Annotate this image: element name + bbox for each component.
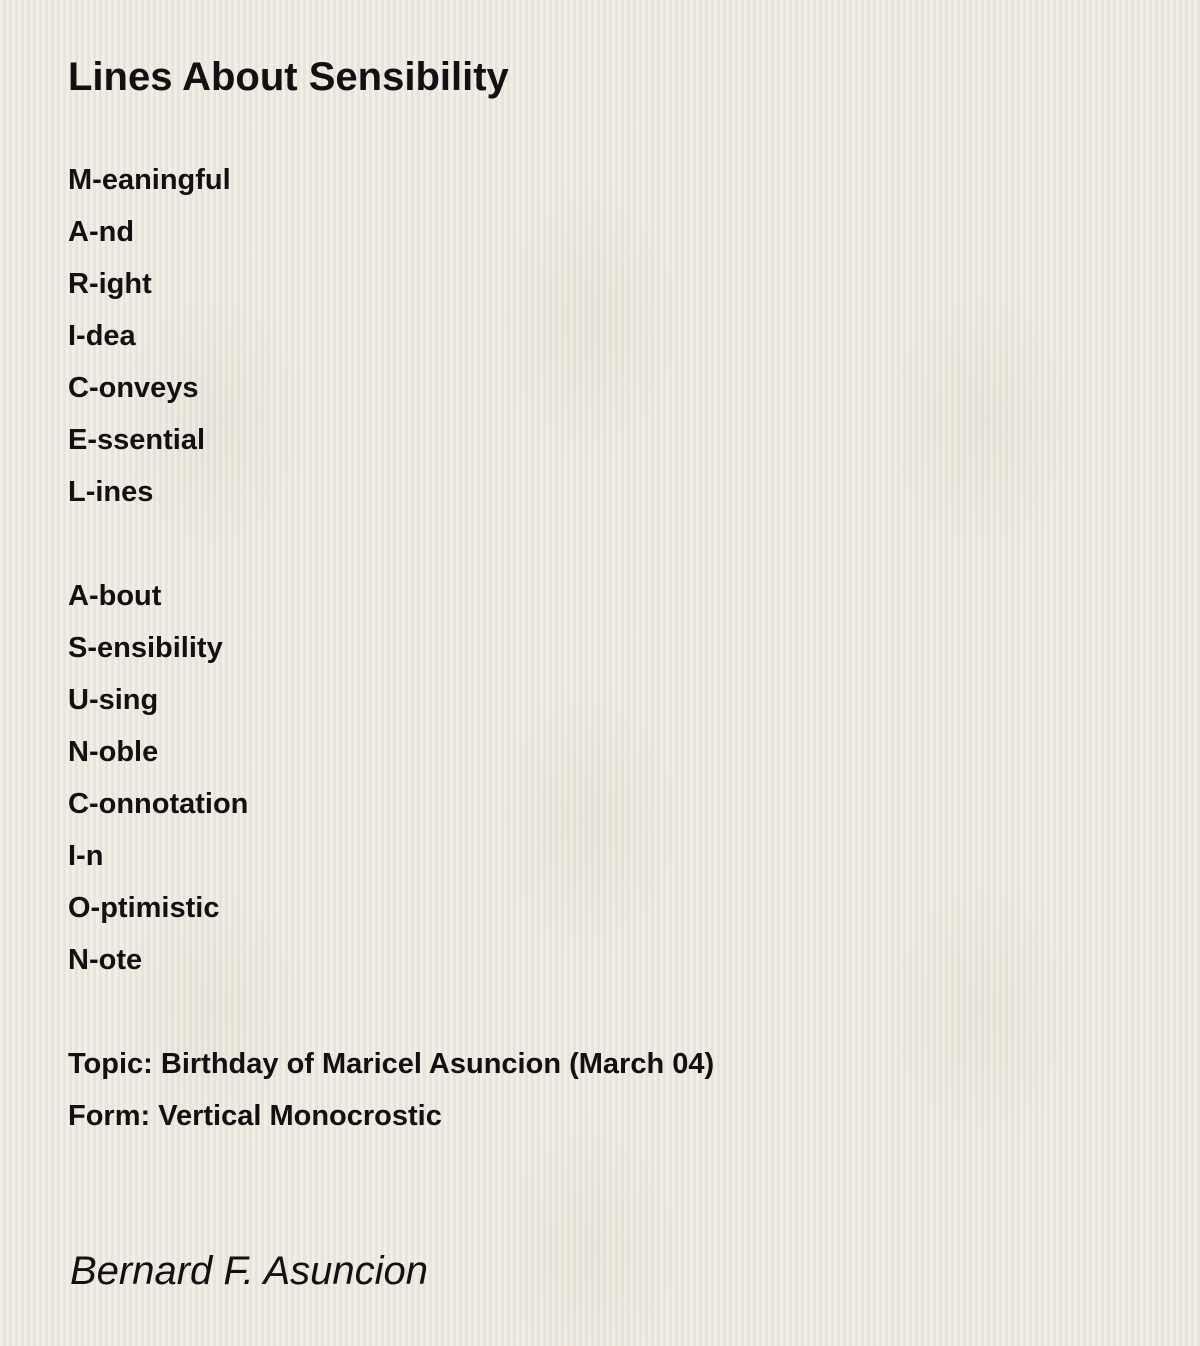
poem-body (68, 154, 1128, 1142)
poem-line: I-n (68, 840, 104, 872)
poem-line: L-ines (68, 476, 154, 508)
poem-line: C-onnotation (68, 788, 249, 820)
author-name: Bernard F. Asuncion (70, 1249, 428, 1293)
topic-line: Topic: Birthday of Maricel Asuncion (March 04) (68, 1048, 715, 1080)
poem-line: C-onveys (68, 372, 199, 404)
poem-line: O-ptimistic (68, 892, 220, 924)
poem-line: E-ssential (68, 424, 205, 456)
poem-line: U-sing (68, 684, 159, 716)
stanza-1 (68, 154, 1128, 518)
form-line: Form: Vertical Monocrostic (68, 1100, 442, 1132)
poem-line: R-ight (68, 268, 152, 300)
poem-title: Lines About Sensibility (68, 55, 509, 99)
stanza-2 (68, 570, 1128, 986)
poem-line: A-bout (68, 580, 162, 612)
poem-line: N-ote (68, 944, 143, 976)
poem-line: M-eaningful (68, 164, 231, 196)
poem-line: I-dea (68, 320, 136, 352)
poem-line: S-ensibility (68, 632, 223, 664)
poem-line: A-nd (68, 216, 135, 248)
poem-notes (68, 1038, 1128, 1142)
poem-line: N-oble (68, 736, 159, 768)
